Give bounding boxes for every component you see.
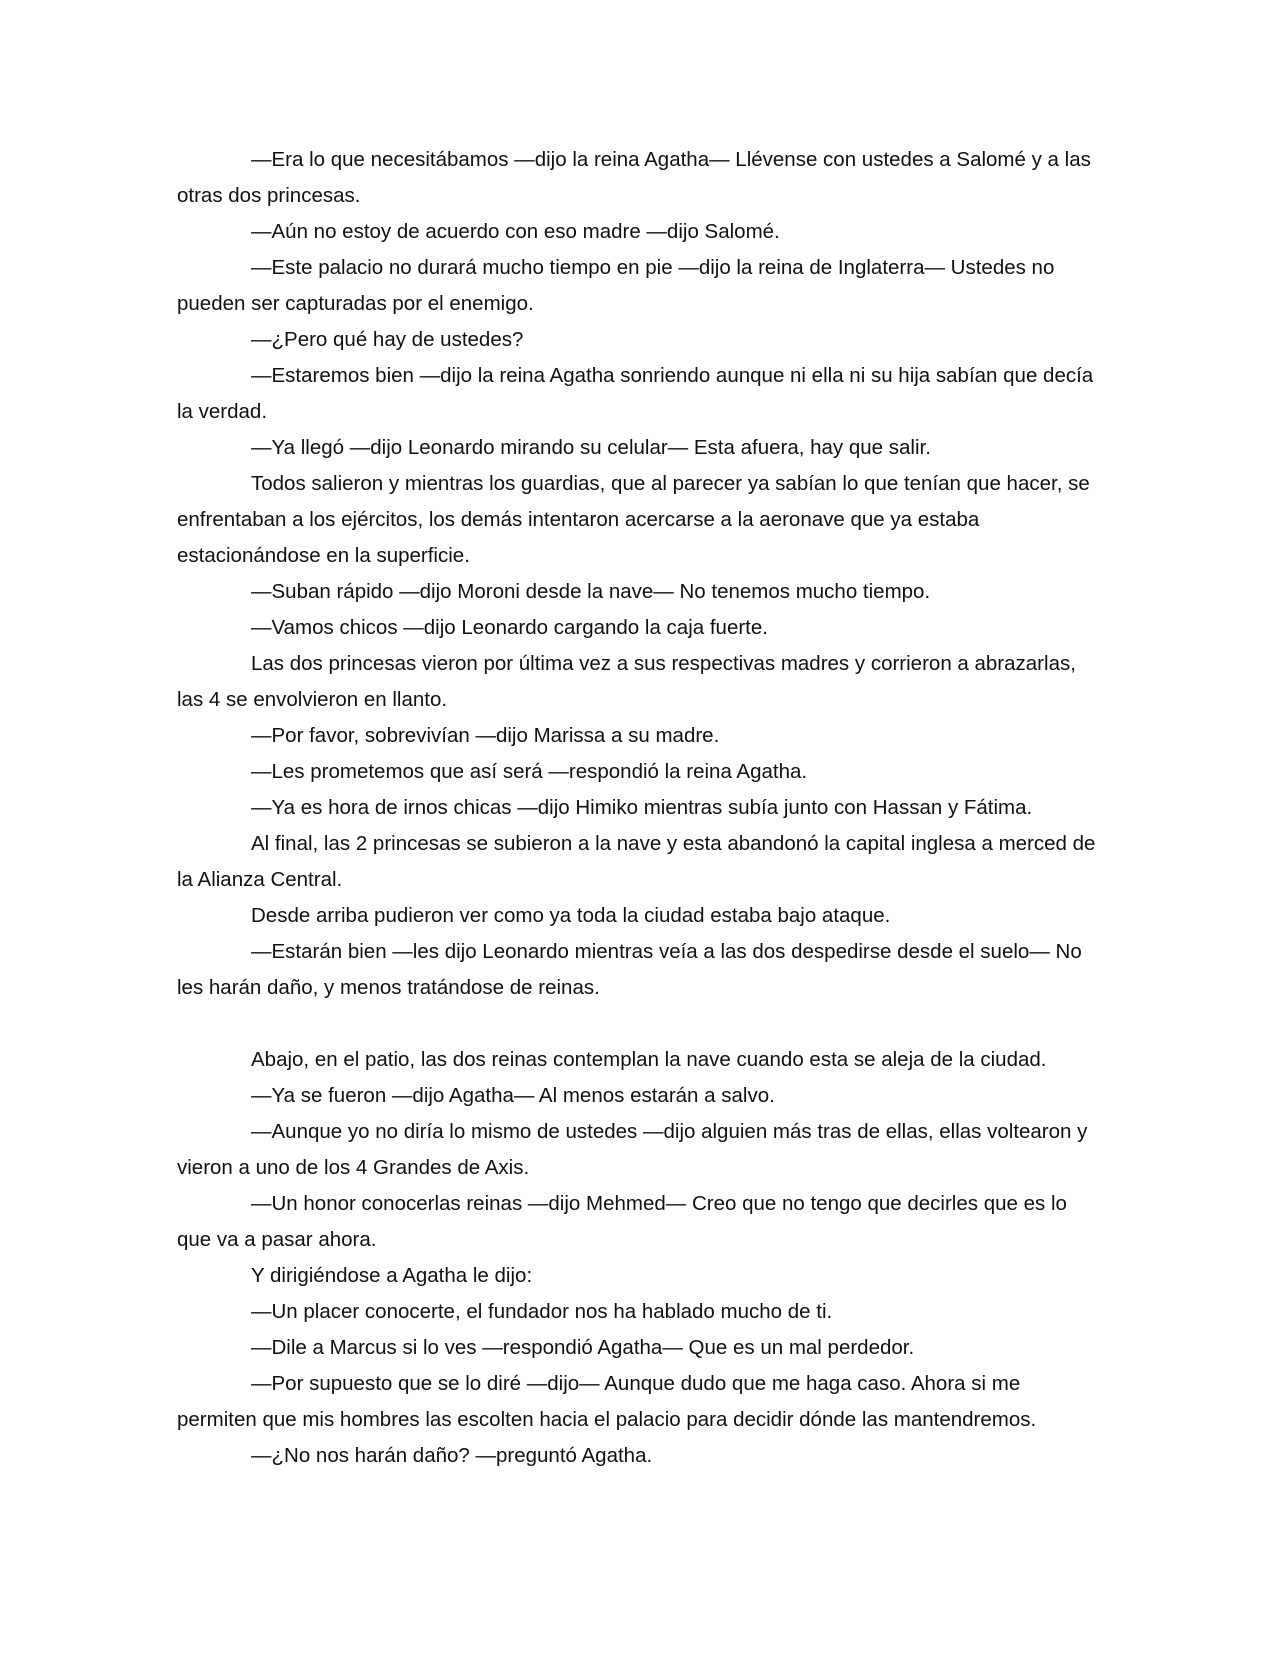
paragraph: —Aunque yo no diría lo mismo de ustedes —dijo alguien más tras de ellas, ellas voltearon y vieron a uno de los 4 Grandes de Axis. [177, 1120, 1088, 1179]
paragraph: —Por favor, sobrevivían —dijo Marissa a su madre. [251, 724, 720, 747]
paragraph: —Un honor conocerlas reinas —dijo Mehmed— Creo que no tengo que decirles que es lo que va a pasar ahora. [177, 1192, 1067, 1251]
paragraph: —Aún no estoy de acuerdo con eso madre —dijo Salomé. [251, 220, 780, 243]
paragraph: —Vamos chicos —dijo Leonardo cargando la caja fuerte. [251, 616, 768, 639]
paragraph: —Ya llegó —dijo Leonardo mirando su celular— Esta afuera, hay que salir. [251, 436, 931, 459]
paragraph: Todos salieron y mientras los guardias, que al parecer ya sabían lo que tenían que hacer, se enfrentaban a los ejércitos, los demás intentaron acercarse a la aeronave que ya estaba estacionándose en la superficie. [177, 472, 1090, 567]
paragraph: —Estarán bien —les dijo Leonardo mientras veía a las dos despedirse desde el suelo— No les harán daño, y menos tratándose de reinas. [177, 940, 1082, 999]
paragraph: —Suban rápido —dijo Moroni desde la nave— No tenemos mucho tiempo. [251, 580, 931, 603]
paragraph: —Ya se fueron —dijo Agatha— Al menos estarán a salvo. [251, 1084, 775, 1107]
paragraph: Al final, las 2 princesas se subieron a la nave y esta abandonó la capital inglesa a merced de la Alianza Central. [177, 832, 1096, 891]
document-body [177, 142, 1102, 1474]
paragraph: —Ya es hora de irnos chicas —dijo Himiko mientras subía junto con Hassan y Fátima. [251, 796, 1033, 819]
paragraph: —Este palacio no durará mucho tiempo en pie —dijo la reina de Inglaterra— Ustedes no pueden ser capturadas por el enemigo. [177, 256, 1055, 315]
paragraph: —¿Pero qué hay de ustedes? [251, 328, 524, 351]
paragraph: Y dirigiéndose a Agatha le dijo: [251, 1264, 533, 1287]
paragraph: —Dile a Marcus si lo ves —respondió Agatha— Que es un mal perdedor. [251, 1336, 915, 1359]
paragraph: —¿No nos harán daño? —preguntó Agatha. [251, 1444, 653, 1467]
paragraph: —Era lo que necesitábamos —dijo la reina Agatha— Llévense con ustedes a Salomé y a las otras dos princesas. [177, 148, 1091, 207]
paragraph: Desde arriba pudieron ver como ya toda la ciudad estaba bajo ataque. [251, 904, 891, 927]
paragraph: —Un placer conocerte, el fundador nos ha hablado mucho de ti. [251, 1300, 833, 1323]
paragraph: —Estaremos bien —dijo la reina Agatha sonriendo aunque ni ella ni su hija sabían que decía la verdad. [177, 364, 1094, 423]
paragraph: —Les prometemos que así será —respondió la reina Agatha. [251, 760, 808, 783]
paragraph: —Por supuesto que se lo diré —dijo— Aunque dudo que me haga caso. Ahora si me permiten que mis hombres las escolten hacia el palacio para decidir dónde las mantendremos. [177, 1372, 1037, 1431]
section-break [177, 1006, 1102, 1042]
paragraph: Abajo, en el patio, las dos reinas contemplan la nave cuando esta se aleja de la ciudad. [251, 1048, 1047, 1071]
paragraph: Las dos princesas vieron por última vez a sus respectivas madres y corrieron a abrazarlas, las 4 se envolvieron en llanto. [177, 652, 1076, 711]
